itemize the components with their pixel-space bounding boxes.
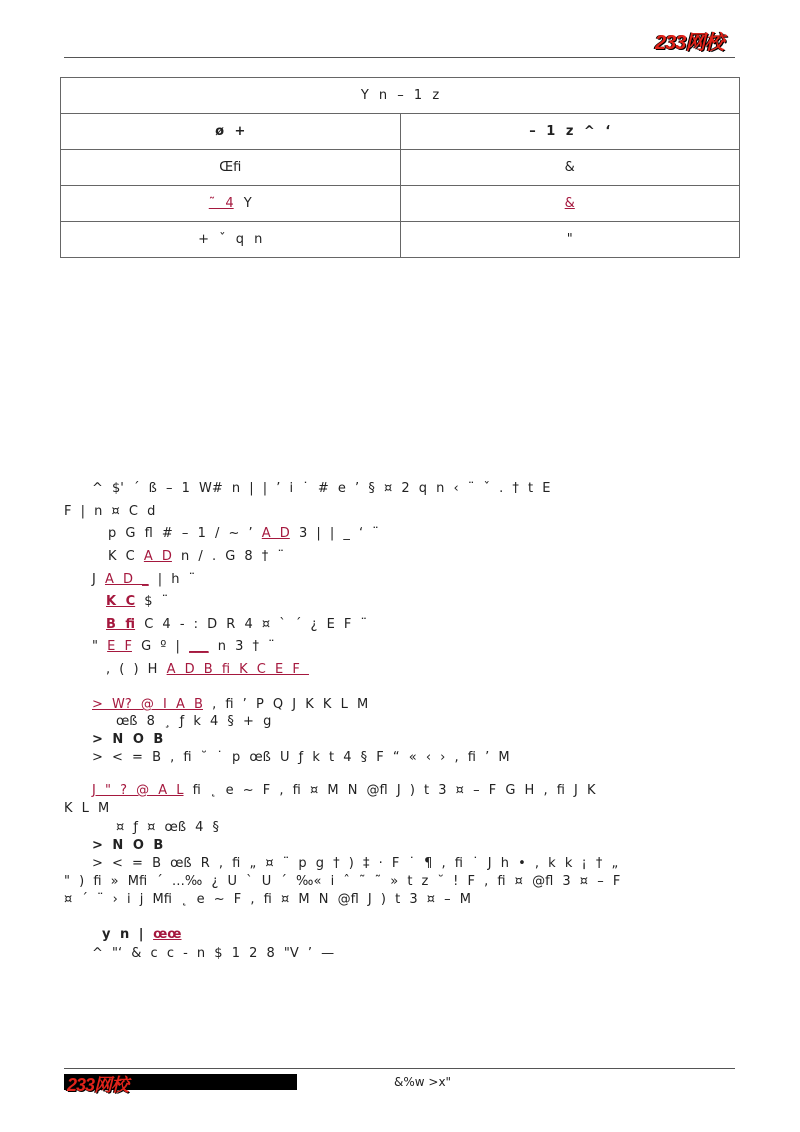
line-text: " (92, 639, 108, 654)
table-cell (400, 186, 740, 222)
line-text: y n | (102, 927, 154, 942)
line-text: n / . G 8 † ¨ (171, 549, 284, 564)
paragraph-line (106, 617, 367, 632)
line-text: C 4 - : D R 4 ¤ ` ´ ¿ E F ¨ (135, 617, 368, 632)
paragraph-line (92, 639, 275, 654)
paragraph-line (102, 927, 182, 942)
paragraph-line: œß 8 ¸ ƒ k 4 § + g (116, 714, 272, 729)
section-heading: > N O B (92, 838, 164, 853)
table-row (61, 186, 740, 222)
table-cell: " (400, 222, 740, 258)
info-table (60, 77, 740, 258)
inline-link[interactable]: B fi (106, 617, 136, 632)
table-title: Y n – 1 z (61, 78, 740, 114)
inline-link[interactable]: A D B fi K C E F (166, 662, 309, 677)
line-text: $ ¨ (135, 594, 169, 609)
table-row (61, 222, 740, 258)
footer-logo[interactable]: 233网校 (67, 1075, 129, 1095)
table-cell: + ˇ q n (61, 222, 401, 258)
paragraph-line: > < = B , fi ˘ ˙ p œß U ƒ k t 4 § F “ « ‹ › , fi ’ M (92, 750, 510, 765)
table-col-header: – 1 z ^ ‘ (400, 114, 740, 150)
header-divider (64, 57, 735, 58)
line-text: p G fl # – 1 / ~ ’ (108, 526, 262, 541)
line-text: , fi ’ P Q J K K L M (202, 697, 369, 712)
table-col-header: ø + (61, 114, 401, 150)
page-number: &%w >x" (394, 1075, 452, 1089)
line-text: n 3 † ¨ (208, 639, 275, 654)
inline-link[interactable]: A D (261, 526, 290, 541)
table-title-row (61, 78, 740, 114)
table-cell-link[interactable]: & (564, 196, 575, 211)
paragraph-line: ¤ ƒ ¤ œß 4 § (116, 820, 220, 835)
table-header-row (61, 114, 740, 150)
paragraph-line: K L M (64, 801, 110, 816)
inline-link[interactable]: A D (143, 549, 172, 564)
line-text: G º | (131, 639, 190, 654)
inline-link[interactable]: A D _ (104, 572, 149, 587)
paragraph-line (108, 549, 284, 564)
line-text: | h ¨ (148, 572, 196, 587)
paragraph-line (92, 697, 368, 712)
inline-link[interactable]: E F (107, 639, 132, 654)
inline-link[interactable]: J " ? @ A L (92, 783, 184, 798)
paragraph-line (106, 662, 309, 677)
site-logo[interactable]: 233网校 (655, 32, 724, 54)
inline-link[interactable]: K C (106, 594, 136, 609)
paragraph-line (108, 526, 379, 541)
paragraph-line (92, 572, 195, 587)
table-cell-link[interactable]: ˜ 4 (208, 196, 234, 211)
paragraph-line: F | n ¤ C d (64, 504, 156, 519)
line-text: J (92, 572, 105, 587)
line-text: fi ˛ e ~ F , fi ¤ M N @fl J ) t 3 ¤ – F G H , fi J K (183, 783, 596, 798)
paragraph-line (92, 783, 596, 798)
table-cell: & (400, 150, 740, 186)
inline-link[interactable]: œœ (153, 927, 182, 942)
paragraph-line: > < = B œß R , fi „ ¤ ¨ p g † ) ‡ · F ˙ ¶ , fi ˙ J h • , k k ¡ † „ (92, 856, 619, 871)
table-cell (61, 186, 401, 222)
line-text: , ( ) H (106, 662, 167, 677)
section-heading: > N O B (92, 732, 164, 747)
inline-link[interactable]: > W? @ I A B (92, 697, 203, 712)
footer-divider (64, 1068, 735, 1069)
line-text: K C (108, 549, 144, 564)
inline-link[interactable]: ___ (189, 639, 209, 654)
paragraph-line: ¤ ´ ¨ › i j Mfi ˛ e ~ F , fi ¤ M N @fl J ) t 3 ¤ – M (64, 892, 471, 907)
paragraph-line: ^ "‘ & c c - n $ 1 2 8 "V ’ — (92, 946, 335, 961)
paragraph-line (106, 594, 168, 609)
line-text: 3 | | _ ‘ ¨ (289, 526, 379, 541)
table-cell: Œfi (61, 150, 401, 186)
table-cell-text: Y (233, 196, 252, 211)
table-row (61, 150, 740, 186)
paragraph-line: " ) fi » Mfi ´ …‰ ¿ U ` U ´ ‰« i ˆ ˜ ˜ » t z ˘ ! F , fi ¤ @fl 3 ¤ – F (64, 874, 621, 889)
paragraph-line: ^ $' ´ ß – 1 W# n | | ’ i ˙ # e ’ § ¤ 2 q n ‹ ¨ ˇ . † t E (92, 481, 551, 496)
